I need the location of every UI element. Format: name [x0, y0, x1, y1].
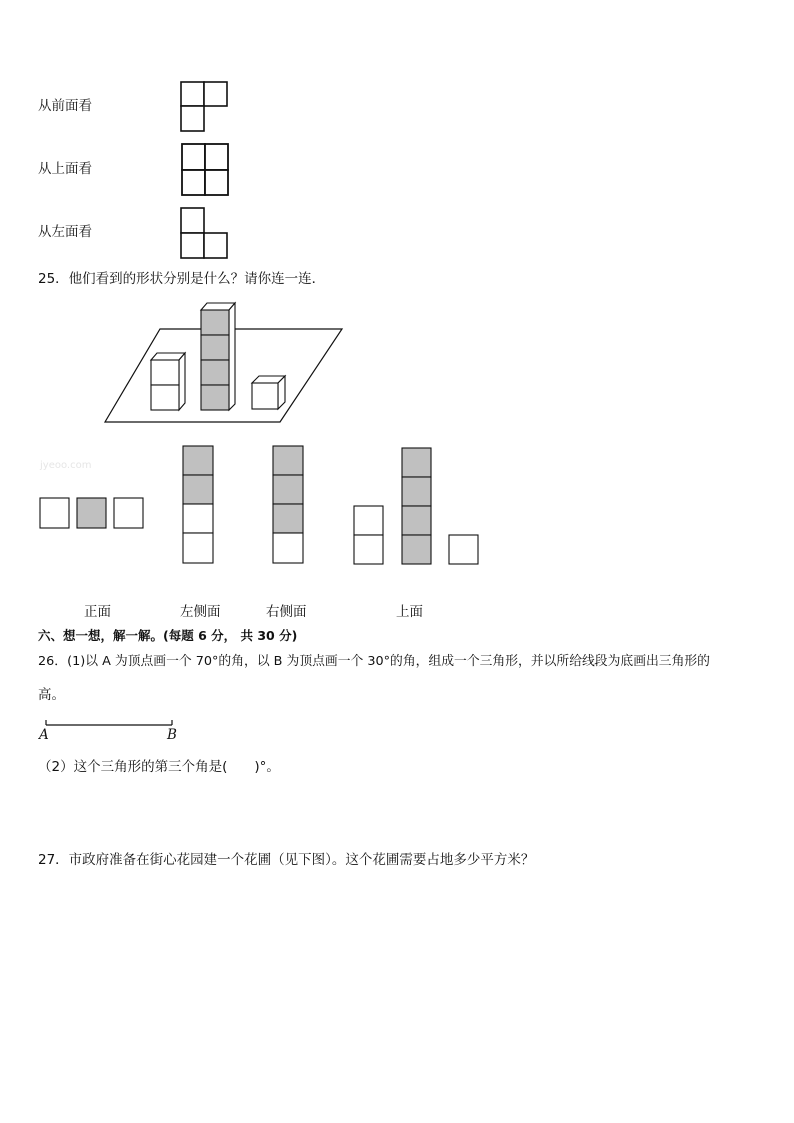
q25-text: 25．他们看到的形状分别是什么？请你连一连． [38, 271, 326, 287]
label-top: 上面 [396, 604, 423, 620]
top-view-figure [180, 142, 232, 198]
view-label-left: 从左面看 [38, 224, 92, 240]
section-6-title: 六、想一想，解一解。(每题 6 分， 共 30 分) [38, 628, 298, 643]
view-label-top: 从上面看 [38, 161, 92, 177]
segment-ab [44, 718, 176, 730]
q26-part1-line1: 26．(1)以 A 为顶点画一个 70°的角，以 B 为顶点画一个 30°的角，组成一个三角形，并以所给线段为底画出三角形的 [38, 654, 710, 669]
option-front-figure [39, 497, 147, 530]
view-label-front: 从前面看 [38, 98, 92, 114]
option-left-side-figure [182, 445, 215, 566]
option-top-figure [353, 447, 481, 567]
right-single-cube [252, 376, 285, 409]
point-b-label: B [167, 727, 177, 743]
middle-stack-cubes [201, 303, 235, 410]
front-view-figure [180, 80, 230, 134]
point-a-label: A [39, 727, 49, 743]
label-right-side: 右侧面 [266, 604, 307, 620]
label-left-side: 左侧面 [180, 604, 221, 620]
q26-part2: （2）这个三角形的第三个角是( )°。 [38, 759, 280, 775]
left-view-figure [180, 206, 232, 262]
option-right-side-figure [272, 445, 305, 566]
label-front: 正面 [84, 604, 111, 620]
q26-part1-line2: 高。 [38, 687, 65, 703]
watermark: jyeoo.com [40, 460, 92, 471]
left-stack-cubes [151, 353, 185, 410]
cube-arrangement-3d [100, 300, 350, 425]
q27-text: 27．市政府准备在街心花园建一个花圃（见下图）。这个花圃需要占地多少平方米？ [38, 852, 535, 868]
